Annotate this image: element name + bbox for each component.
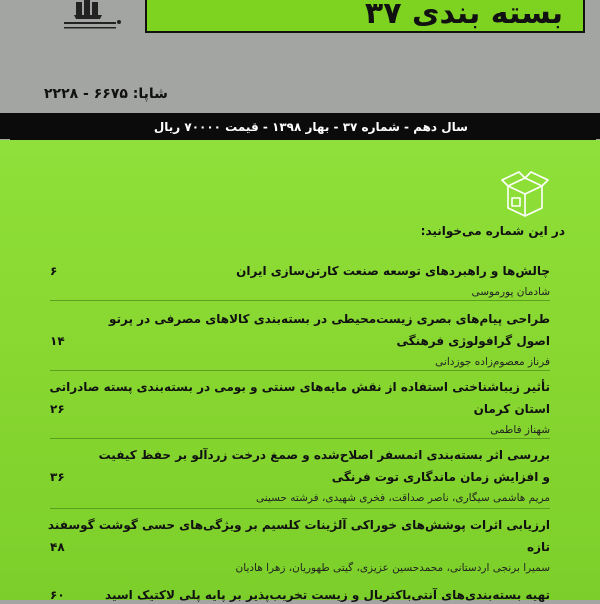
article-authors: شادمان پورموسی xyxy=(471,286,550,298)
issn: شاپا: ۶۶۷۵ - ۲۲۲۸ xyxy=(44,86,168,102)
contents-intro: در این شماره می‌خوانید: xyxy=(420,224,565,238)
article-3[interactable] xyxy=(50,378,550,438)
article-title-line xyxy=(50,262,550,280)
divider xyxy=(50,438,550,439)
cover-top-panel xyxy=(0,0,600,113)
article-title-line xyxy=(50,378,550,396)
article-2[interactable] xyxy=(50,310,550,370)
article-4[interactable] xyxy=(50,446,550,506)
university-logo xyxy=(56,0,130,34)
article-page: ۱۴ xyxy=(50,334,65,348)
article-page: ۶ xyxy=(50,264,58,278)
issue-bar xyxy=(0,116,600,140)
article-authors: سمیرا برنجی اردستانی، محمدحسین عزیزی، گیتی طهوریان، زهرا هادیان xyxy=(235,562,550,574)
article-authors: فرناز معصوم‌زاده جوزدانی xyxy=(435,356,550,368)
article-title-line xyxy=(50,586,550,604)
article-title: چالش‌ها و راهبردهای توسعه صنعت کارتن‌سازی ایران xyxy=(236,264,550,278)
divider xyxy=(50,370,550,371)
article-title-cont: تازه xyxy=(526,540,550,554)
article-title-line xyxy=(50,332,550,350)
article-title-line xyxy=(50,446,550,464)
issue-info: سال دهم - شماره ۳۷ - بهار ۱۳۹۸ - قیمت ۷۰۰۰۰ ریال xyxy=(153,120,468,134)
article-page: ۲۶ xyxy=(50,402,65,416)
article-title-line xyxy=(50,468,550,486)
article-title: بررسی اثر بسته‌بندی اتمسفر اصلاح‌شده و صمغ درخت زردآلو بر حفظ کیفیت xyxy=(98,448,550,462)
article-authors: شهناز فاطمی xyxy=(490,424,550,436)
article-page: ۳۶ xyxy=(50,470,65,484)
article-5[interactable] xyxy=(47,516,550,576)
article-6[interactable] xyxy=(50,586,550,604)
divider xyxy=(50,508,550,509)
article-title-cont: استان کرمان xyxy=(473,402,550,416)
divider xyxy=(50,300,550,301)
article-page: ۶۰ xyxy=(50,588,65,602)
article-title: طراحی پیام‌های بصری زیست‌محیطی در بسته‌بندی کالاهای مصرفی در پرتو xyxy=(108,312,550,326)
article-page: ۴۸ xyxy=(50,540,65,554)
article-title-line xyxy=(50,538,550,556)
article-title-cont: و افزایش زمان ماندگاری توت فرنگی xyxy=(331,470,550,484)
journal-title: بسته بندی ۳۷ xyxy=(364,0,563,31)
article-authors: مریم هاشمی سیگاری، ناصر صداقت، فخری شهیدی، فرشته حسینی xyxy=(255,492,550,504)
article-title-line xyxy=(50,400,550,418)
article-title: ارزیابی اثرات پوشش‌های خوراکی آلژینات کلسیم بر ویژگی‌های حسی گوشت گوسفند xyxy=(47,518,550,532)
article-title-line xyxy=(47,516,550,534)
masthead xyxy=(145,0,585,33)
article-1[interactable] xyxy=(50,262,550,300)
article-title-line xyxy=(50,310,550,328)
article-title: تأثیر زیباشناختی استفاده از نقش مایه‌های سنتی و بومی در بسته‌بندی پسته صادراتی xyxy=(49,380,550,394)
article-title: تهیه بسته‌بندی‌های آنتی‌باکتریال و زیست تخریب‌پذیر بر پایه پلی لاکتیک اسید xyxy=(105,588,550,602)
open-box-icon xyxy=(498,168,552,224)
article-title-cont: اصول گرافولوژی فرهنگی xyxy=(396,334,550,348)
